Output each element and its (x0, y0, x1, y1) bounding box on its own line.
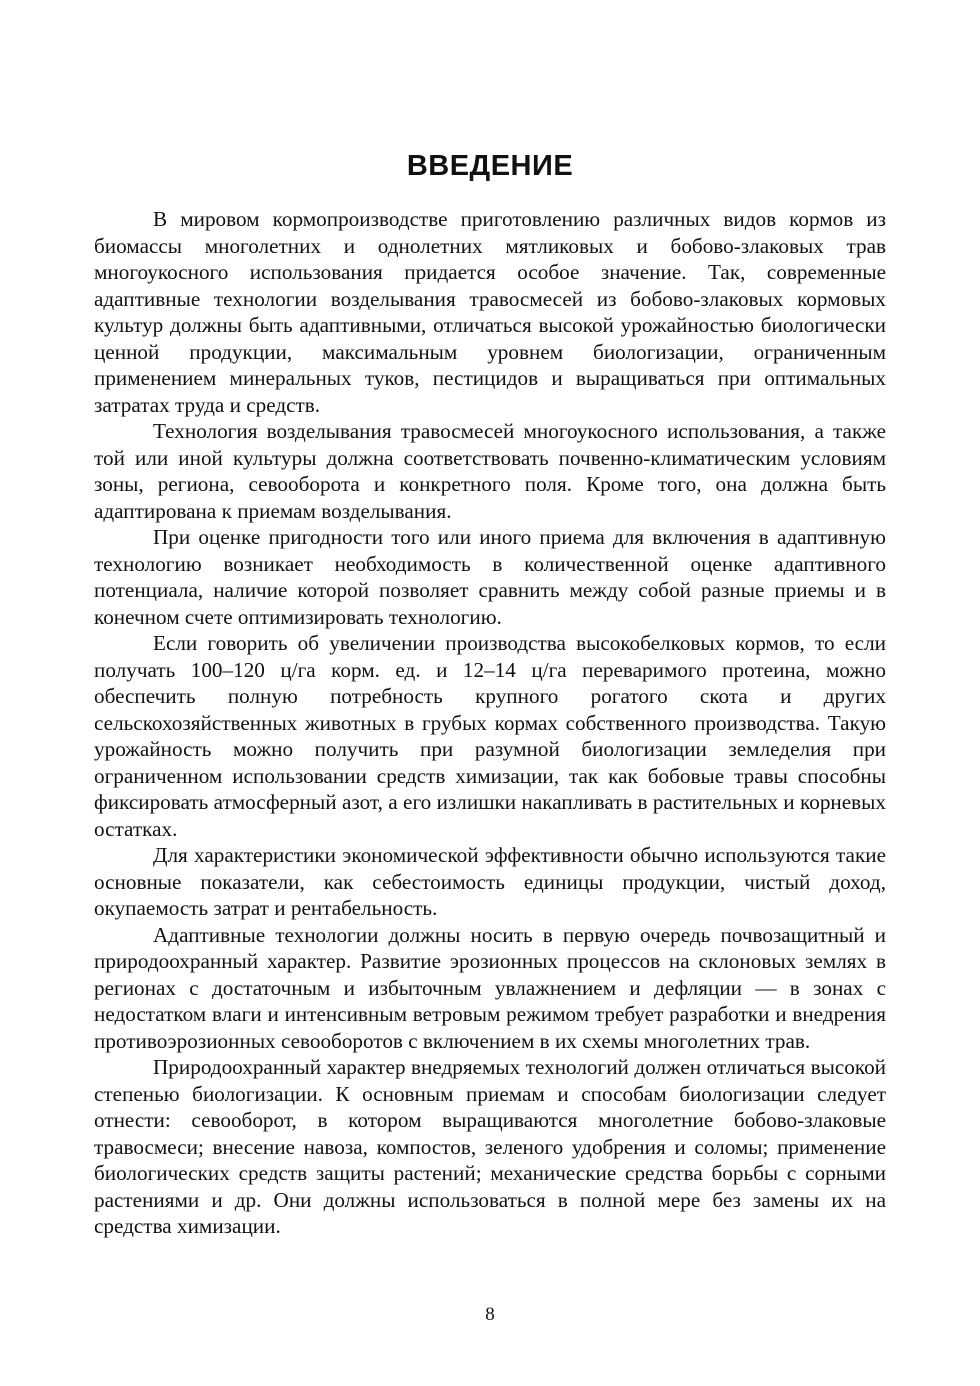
paragraph: Адаптивные технологии должны носить в первую очередь почвозащитный и природоохранный характер. Развитие эрозионных процессов на склоновых землях в регионах с достаточным и избыточным увлажнением и дефляции — в зонах с недостатком влаги и интенсивным ветровым режимом требует разработки и внедрения противоэрозионных севооборотов с включением в их схемы многолетних трав. (94, 922, 886, 1053)
paragraph: Природоохранный характер внедряемых технологий должен отличаться высокой степенью биологизации. К основным приемам и способам биологизации следует отнести: севооборот, в котором выращиваются многолетние бобово-злаковые травосмеси; внесение навоза, компостов, зеленого удобрения и соломы; применение биологических средств защиты растений; механические средства борьбы с сорными растениями и др. Они должны использоваться в полной мере без замены их на средства химизации. (94, 1055, 886, 1238)
paragraph: В мировом кормопроизводстве приготовлению различных видов кормов из биомассы многолетних и однолетних мятликовых и бобово-злаковых трав многоукосного использования придается особое значение. Так, современные адаптивные технологии возделывания травосмесей из бобово-злаковых кормовых культур должны быть адаптивными, отличаться высокой урожайностью биологически ценной продукции, максимальным уровнем биологизации, ограниченным применением минеральных туков, пестицидов и выращиваться при оптимальных затратах труда и средств. (94, 207, 886, 417)
paragraph: При оценке пригодности того или иного приема для включения в адаптивную технологию возникает необходимость в количественной оценке адаптивного потенциала, наличие которой позволяет сравнить между собой разные приемы и в конечном счете оптимизировать технологию. (94, 525, 886, 629)
paragraph: Технология возделывания травосмесей многоукосного использования, а также той или иной культуры должна соответствовать почвенно-климатическим условиям зоны, региона, севооборота и конкретного поля. Кроме того, она должна быть адаптирована к приемам возделывания. (94, 419, 886, 523)
paragraph: Если говорить об увеличении производства высокобелковых кормов, то если получать 100–120 ц/га корм. ед. и 12–14 ц/га переваримого протеина, можно обеспечить полную потребность крупного рогатого скота и других сельскохозяйственных животных в грубых кормах собственного производства. Такую урожайность можно получить при разумной биологизации земледелия при ограниченном использовании средств химизации, так как бобовые травы способны фиксировать атмосферный азот, а его излишки накапливать в растительных и корневых остатках. (94, 631, 886, 841)
page-number: 8 (485, 1304, 495, 1325)
page-title: ВВЕДЕНИЕ (406, 150, 574, 182)
body-text (94, 206, 886, 1240)
paragraph: Для характеристики экономической эффективности обычно используются такие основные показатели, как себестоимость единицы продукции, чистый доход, окупаемость затрат и рентабельность. (94, 843, 886, 920)
